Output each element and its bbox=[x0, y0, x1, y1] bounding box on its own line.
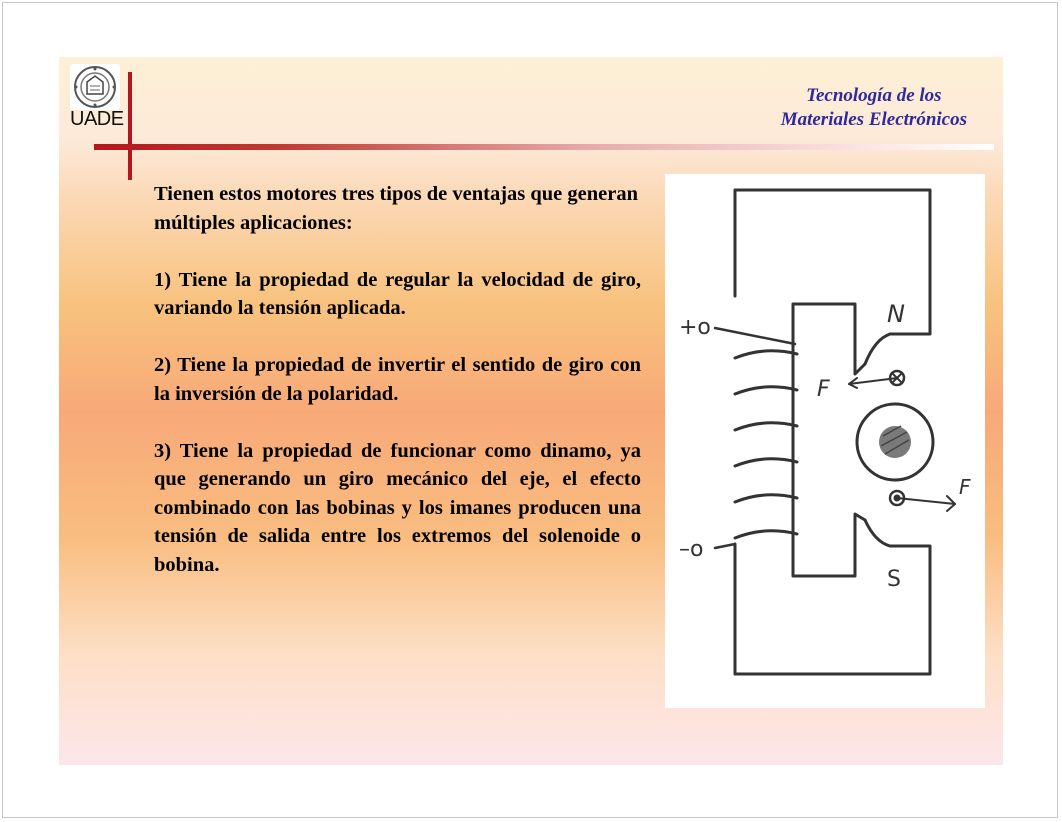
south-label: S bbox=[887, 567, 901, 592]
uade-logo bbox=[70, 64, 122, 130]
force-left-label: F bbox=[817, 377, 830, 402]
yoke-bottom bbox=[735, 544, 930, 674]
advantage-1: 1) Tiene la propiedad de regular la velocidad de giro, variando la tensión aplicada. bbox=[154, 268, 641, 319]
minus-terminal: –o bbox=[679, 537, 704, 562]
intro-paragraph: Tienen estos motores tres tipos de ventajas que generan múltiples aplicaciones: bbox=[154, 183, 639, 234]
plus-terminal: +o bbox=[679, 315, 711, 340]
course-title-line2: Materiales Electrónicos bbox=[780, 109, 967, 130]
course-title-line1: Tecnología de los bbox=[806, 85, 942, 106]
south-pole-shoe bbox=[865, 520, 890, 546]
university-seal-icon bbox=[70, 64, 120, 110]
header-vertical-rule bbox=[128, 72, 132, 180]
inner-core bbox=[793, 304, 865, 576]
course-title bbox=[781, 84, 967, 132]
logo-text: UADE bbox=[70, 108, 124, 130]
coil-lead-top bbox=[715, 328, 795, 344]
coil-lead-bottom bbox=[715, 544, 735, 548]
north-label: N bbox=[887, 300, 905, 328]
force-right-label: F bbox=[959, 475, 971, 499]
dc-motor-diagram bbox=[665, 174, 985, 708]
advantage-3: 3) Tiene la propiedad de funcionar como dinamo, ya que generando un giro mecánico del eje, el efecto combinado con las bobinas y los imanes producen una tensión de salida entre los extremos del solenoide o bobina. bbox=[154, 439, 641, 576]
force-arrow-right bbox=[897, 498, 955, 504]
north-pole-shoe bbox=[865, 334, 890, 364]
header-horizontal-rule bbox=[94, 144, 994, 150]
slide-body bbox=[154, 180, 641, 608]
advantage-2: 2) Tiene la propiedad de invertir el sentido de giro con la inversión de la polaridad. bbox=[154, 354, 641, 405]
